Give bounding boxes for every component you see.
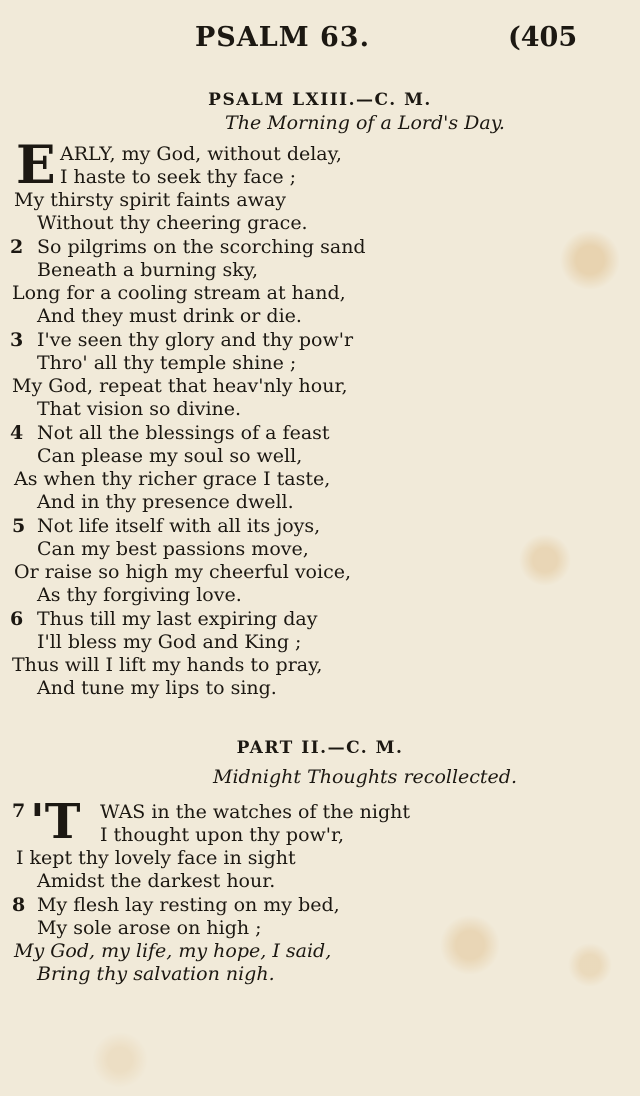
verse-line: As when thy richer grace I taste, (14, 468, 331, 490)
verse-line: Beneath a burning sky, (37, 259, 259, 281)
verse-line: That vision so divine. (37, 398, 242, 420)
verse-line: And they must drink or die. (37, 305, 302, 327)
verse-line: Not all the blessings of a feast (37, 422, 330, 444)
verse-number: 6 (10, 608, 24, 630)
verse-line: Thus will I lift my hands to pray, (12, 654, 323, 676)
verse-line: My God, my life, my hope, I said, (14, 940, 332, 962)
verse-line: I haste to seek thy face ; (60, 166, 297, 188)
psalm-heading: PSALM LXIII.—C. M. (208, 90, 432, 110)
page-number: (405 (508, 22, 578, 53)
verse-line: My flesh lay resting on my bed, (37, 894, 340, 916)
verse-line: Thro' all thy temple shine ; (37, 352, 297, 374)
verse-number: 8 (12, 894, 26, 916)
part-heading: PART II.—C. M. (236, 738, 404, 758)
verse-line: Can please my soul so well, (37, 445, 303, 467)
psalm-subtitle: The Morning of a Lord's Day. (225, 112, 505, 134)
verse-line: So pilgrims on the scorching sand (37, 236, 366, 258)
verse-line: And in thy presence dwell. (37, 491, 294, 513)
verse-line: Long for a cooling stream at hand, (12, 282, 346, 304)
verse-number: 5 (12, 515, 26, 537)
verse-line: And tune my lips to sing. (37, 677, 277, 699)
verse-line: My sole arose on high ; (37, 917, 262, 939)
drop-cap: 'T (30, 794, 81, 850)
verse-line: My thirsty spirit faints away (14, 189, 286, 211)
verse-line: Thus till my last expiring day (37, 608, 318, 630)
verse-line: I thought upon thy pow'r, (100, 824, 345, 846)
verse-line: Amidst the darkest hour. (37, 870, 276, 892)
verse-number: 3 (10, 329, 24, 351)
verse-line: Not life itself with all its joys, (37, 515, 321, 537)
verse-line: As thy forgiving love. (37, 584, 242, 606)
verse-number: 7 (12, 800, 26, 822)
verse-line: My God, repeat that heav'nly hour, (12, 375, 348, 397)
verse-number: 2 (10, 236, 24, 258)
running-header-title: PSALM 63. (195, 22, 370, 53)
verse-line: I kept thy lovely face in sight (16, 847, 296, 869)
drop-cap: E (16, 135, 56, 196)
verse-line: Bring thy salvation nigh. (37, 963, 275, 985)
verse-line: I'll bless my God and King ; (37, 631, 302, 653)
verse-line: Or raise so high my cheerful voice, (14, 561, 351, 583)
verse-line: ARLY, my God, without delay, (60, 143, 342, 165)
verse-line: Without thy cheering grace. (37, 212, 308, 234)
part-subtitle: Midnight Thoughts recollected. (212, 766, 518, 788)
verse-line: Can my best passions move, (37, 538, 309, 560)
verse-line: WAS in the watches of the night (100, 801, 411, 823)
verse-number: 4 (10, 422, 24, 444)
verse-line: I've seen thy glory and thy pow'r (37, 329, 354, 351)
